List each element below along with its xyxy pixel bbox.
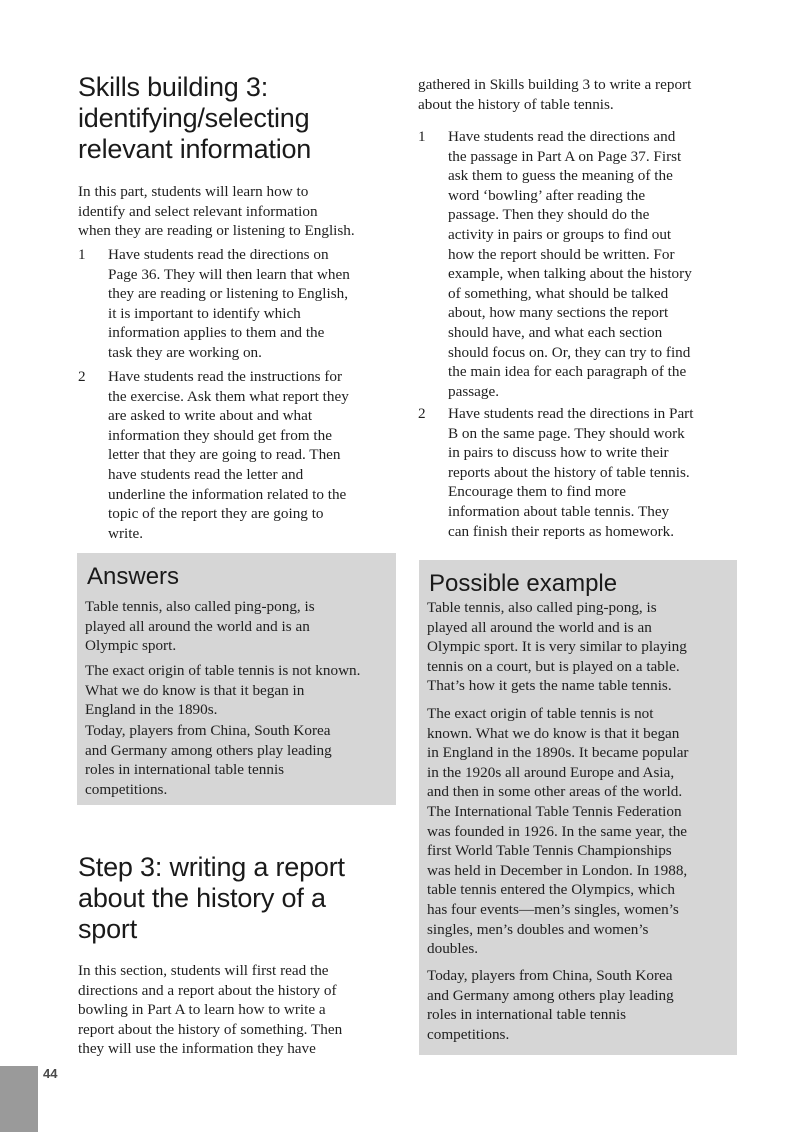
text-line: Table tennis, also called ping-pong, is	[85, 598, 315, 615]
text-line: played all around the world and is an	[85, 617, 310, 635]
text-line: about the history of table tennis.	[418, 95, 614, 113]
text-line: B on the same page. They should work	[448, 424, 685, 442]
text-line: Have students read the directions and	[448, 128, 676, 145]
heading-line: relevant information	[78, 134, 312, 164]
text-line: singles, men’s doubles and women’s	[427, 920, 649, 938]
text-line: That’s how it gets the name table tennis.	[427, 677, 672, 695]
skills-item-1	[78, 245, 408, 365]
text-line: example, when talking about the history	[448, 265, 692, 283]
text-line: information they should get from the	[108, 426, 332, 444]
text-line: The exact origin of table tennis is not	[427, 705, 654, 722]
text-line: information applies to them and the	[108, 324, 325, 342]
text-line: Today, players from China, South Korea	[85, 722, 331, 739]
text-line: tennis on a court, but is played on a table.	[427, 657, 680, 675]
text-line: how the report should be written. For	[448, 245, 675, 263]
text-line: was held in December in London. In 1988,	[427, 861, 688, 879]
text-line: have students read the letter and	[108, 465, 304, 483]
skills-intro	[78, 182, 408, 241]
heading-line: sport	[78, 914, 138, 944]
text-line: was founded in 1926. In the same year, the	[427, 822, 688, 840]
text-line: reports about the history of table tennis.	[448, 463, 690, 481]
text-line: In this part, students will learn how to	[78, 183, 309, 200]
text-line: roles in international table tennis	[427, 1006, 627, 1024]
text-line: should focus on. Or, they can try to find	[448, 343, 691, 361]
text-line: are asked to write about and what	[108, 407, 313, 425]
heading-line: about the history of a	[78, 883, 326, 913]
item-number: 1	[78, 246, 86, 263]
text-line: Olympic sport. It is very similar to playing	[427, 638, 687, 656]
text-line: Have students read the directions on	[108, 246, 329, 263]
item-text	[108, 367, 408, 543]
text-line: they will use the information they have	[78, 1040, 316, 1058]
text-line: in pairs to discuss how to write their	[448, 444, 669, 462]
text-line: activity in pairs or groups to find out	[448, 225, 672, 243]
text-line: and Germany among others play leading	[85, 741, 332, 759]
text-line: competitions.	[427, 1025, 510, 1043]
possible-example-title: Possible example	[429, 570, 618, 597]
text-line: Table tennis, also called ping-pong, is	[427, 599, 657, 616]
text-line: first World Table Tennis Championships	[427, 842, 672, 860]
step-3-intro-continued	[418, 75, 748, 114]
text-line: What we do know is that it began in	[85, 681, 305, 699]
text-line: topic of the report they are going to	[108, 505, 324, 523]
text-line: about, how many sections the report	[448, 304, 669, 322]
text-line: report about the history of something. Then	[78, 1020, 343, 1038]
text-line: known. What we do know is that it began	[427, 724, 680, 742]
step-3-item-1	[418, 127, 748, 403]
answers-box	[77, 553, 396, 805]
possible-example-box	[419, 560, 737, 1055]
answers-title: Answers	[87, 563, 180, 590]
text-line: doubles.	[427, 940, 479, 958]
step-3-item-2	[418, 404, 748, 544]
text-line: can finish their reports as homework.	[448, 522, 675, 540]
text-line: the main idea for each paragraph of the	[448, 363, 687, 381]
item-text	[448, 127, 748, 401]
text-line: in England in the 1890s. It became popular	[427, 744, 689, 762]
text-line: should have, and what each section	[448, 323, 663, 341]
text-line: The International Table Tennis Federation	[427, 802, 682, 820]
answers-paragraph	[85, 721, 390, 799]
item-text	[108, 245, 408, 363]
text-line: competitions.	[85, 780, 168, 798]
text-line: and Germany among others play leading	[427, 986, 674, 1004]
step-3-intro	[78, 961, 408, 1059]
text-line: write.	[108, 524, 144, 542]
item-number: 2	[78, 368, 86, 385]
text-line: letter that they are going to read. Then	[108, 446, 341, 464]
text-line: In this section, students will first read the	[78, 962, 329, 979]
heading-line: identifying/selecting	[78, 103, 310, 133]
text-line: and then in some other areas of the world.	[427, 783, 683, 801]
item-number: 2	[418, 405, 426, 422]
text-line: Page 36. They will then learn that when	[108, 265, 350, 283]
text-line: roles in international table tennis	[85, 761, 285, 779]
text-line: bowling in Part A to learn how to write a	[78, 1001, 326, 1019]
answers-paragraph	[85, 597, 390, 656]
answers-paragraph	[85, 661, 390, 720]
text-line: played all around the world and is an	[427, 618, 652, 636]
text-line: information about table tennis. They	[448, 502, 670, 520]
example-paragraph	[427, 598, 731, 696]
text-line: identify and select relevant information	[78, 202, 318, 220]
text-line: it is important to identify which	[108, 304, 301, 322]
item-number: 1	[418, 128, 426, 145]
text-line: Encourage them to find more	[448, 483, 626, 501]
text-line: Have students read the directions in Part	[448, 405, 694, 422]
text-line: when they are reading or listening to English.	[78, 222, 355, 240]
text-line: underline the information related to the	[108, 485, 347, 503]
example-paragraph	[427, 966, 731, 1044]
text-line: has four events—men’s singles, women’s	[427, 900, 679, 918]
text-line: the exercise. Ask them what report they	[108, 387, 349, 405]
heading-line: Step 3: writing a report	[78, 852, 345, 882]
text-line: they are reading or listening to English,	[108, 285, 348, 303]
text-line: table tennis entered the Olympics, which	[427, 881, 675, 899]
text-line: task they are working on.	[108, 343, 262, 361]
skills-building-heading	[78, 72, 396, 165]
item-text	[448, 404, 748, 541]
text-line: passage.	[448, 382, 500, 400]
text-line: in the 1920s all around Europe and Asia,	[427, 763, 675, 781]
skills-item-2	[78, 367, 408, 547]
example-paragraph	[427, 704, 731, 959]
heading-line: Skills building 3:	[78, 72, 269, 102]
text-line: ask them to guess the meaning of the	[448, 167, 673, 185]
text-line: The exact origin of table tennis is not known.	[85, 662, 361, 679]
step-3-heading	[78, 852, 396, 945]
text-line: gathered in Skills building 3 to write a report	[418, 76, 692, 93]
text-line: Olympic sport.	[85, 637, 177, 655]
page-number: 44	[43, 1066, 58, 1081]
page-edge-tab	[0, 1066, 38, 1132]
text-line: directions and a report about the history of	[78, 981, 337, 999]
text-line: passage. Then they should do the	[448, 206, 650, 224]
text-line: Today, players from China, South Korea	[427, 967, 673, 984]
text-line: word ‘bowling’ after reading the	[448, 186, 646, 204]
text-line: England in the 1890s.	[85, 701, 218, 719]
text-line: Have students read the instructions for	[108, 368, 343, 385]
text-line: the passage in Part A on Page 37. First	[448, 147, 682, 165]
text-line: of something, what should be talked	[448, 284, 669, 302]
